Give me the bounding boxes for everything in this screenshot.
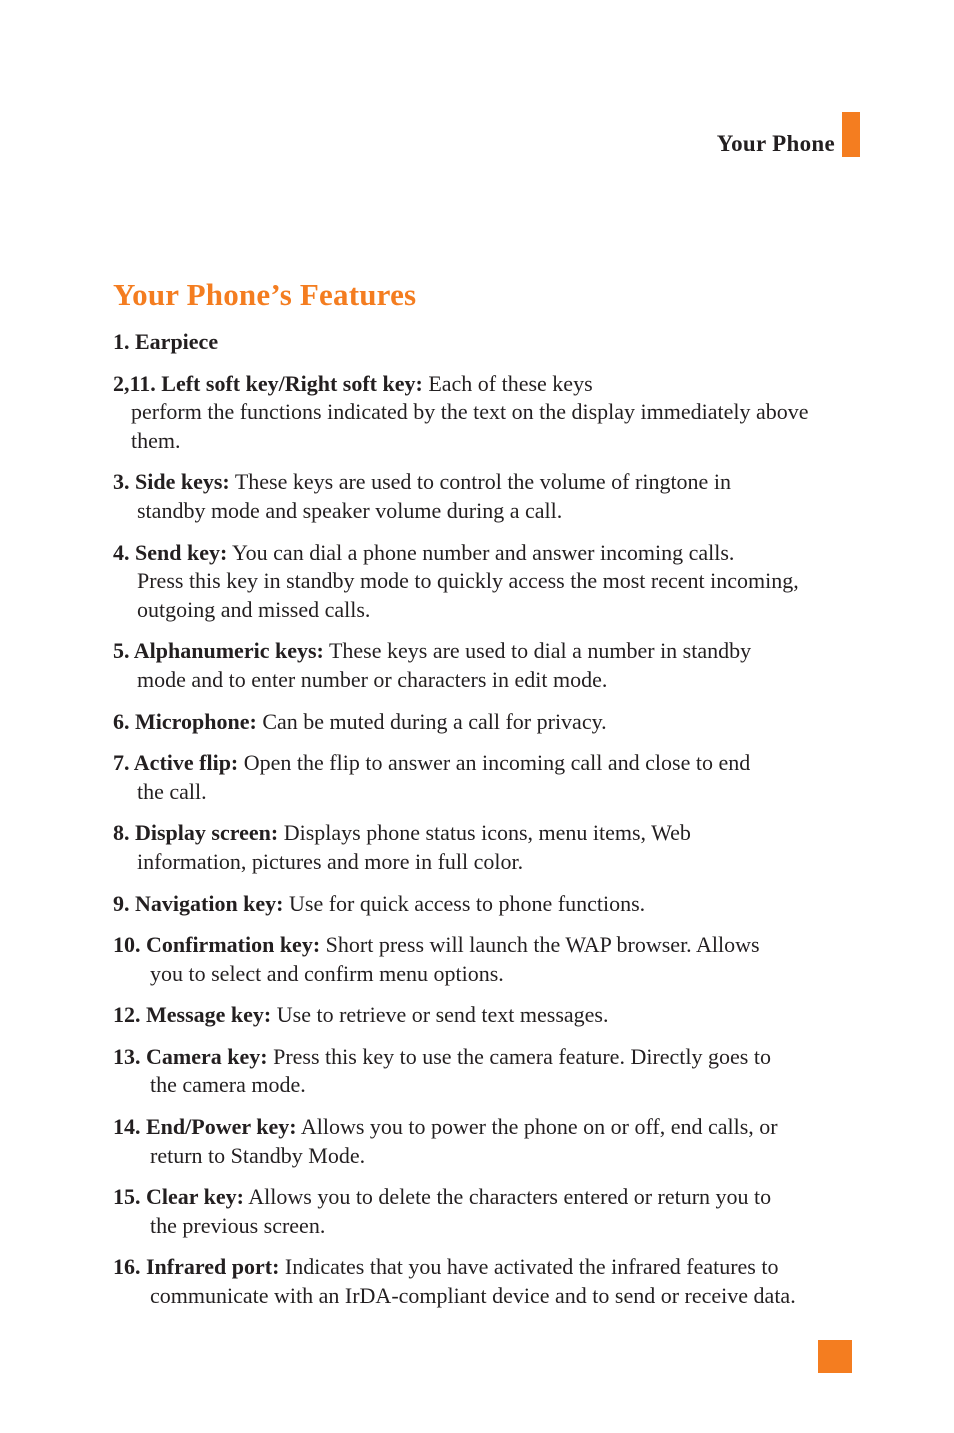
feature-term: 10. Confirmation key: [113,932,321,958]
feature-item-send-key [113,539,863,625]
feature-item-soft-keys [113,370,863,456]
feature-item-infrared-port [113,1253,863,1310]
feature-description: You can dial a phone number and answer incoming calls. [227,539,735,565]
feature-description-continued: the previous screen. [150,1212,326,1238]
feature-description: These keys are used to dial a number in standby [323,638,752,664]
feature-item-earpiece [113,328,863,357]
feature-item-clear-key [113,1183,863,1240]
feature-description-continued: the camera mode. [150,1072,306,1098]
feature-description-continued: information, pictures and more in full color. [137,848,524,874]
feature-description: Short press will launch the WAP browser. Allows [320,932,760,958]
feature-description: Use for quick access to phone functions. [283,890,646,916]
feature-item-navigation-key [113,890,863,919]
feature-item-active-flip [113,749,863,806]
feature-description-continued: you to select and confirm menu options. [150,960,504,986]
feature-description: Open the flip to answer an incoming call and close to end [238,750,751,776]
feature-description: Indicates that you have activated the infrared features to [279,1254,779,1280]
feature-term: 14. End/Power key: [113,1114,297,1140]
feature-item-end-power-key [113,1113,863,1170]
feature-term: 15. Clear key: [113,1184,244,1210]
feature-term: 7. Active flip: [113,750,239,776]
page-corner-marker [818,1340,852,1373]
feature-description: Press this key to use the camera feature. Directly goes to [267,1043,771,1069]
feature-term: 5. Alphanumeric keys: [113,638,324,664]
feature-item-microphone [113,708,863,737]
feature-term: 1. Earpiece [113,329,219,354]
feature-description-continued: communicate with an IrDA-compliant device and to send or receive data. [150,1283,796,1309]
feature-description: Allows you to power the phone on or off, end calls, or [296,1114,778,1140]
feature-description: Allows you to delete the characters entered or return you to [243,1184,772,1210]
feature-description-continued: the call. [137,778,207,804]
page-title: Your Phone’s Features [113,277,417,312]
feature-description: Use to retrieve or send text messages. [271,1002,609,1028]
feature-term: 9. Navigation key: [113,890,284,916]
feature-description-continued: Press this key in standby mode to quickly access the most recent incoming, outgoing and missed calls. [137,568,799,622]
feature-description-continued: return to Standby Mode. [150,1142,366,1168]
feature-description: Each of these keys [422,370,593,396]
feature-term: 6. Microphone: [113,708,257,734]
feature-item-confirmation-key [113,931,863,988]
section-tab-marker [842,112,860,157]
feature-item-camera-key [113,1043,863,1100]
feature-description: These keys are used to control the volume of ringtone in [229,469,731,495]
section-header-label: Your Phone [716,131,835,156]
feature-item-alphanumeric-keys [113,637,863,694]
feature-description-continued: perform the functions indicated by the text on the display immediately above them. [131,399,809,453]
feature-item-side-keys [113,468,863,525]
feature-term: 16. Infrared port: [113,1254,280,1280]
feature-term: 12. Message key: [113,1002,272,1028]
feature-term: 8. Display screen: [113,820,279,846]
feature-term: 4. Send key: [113,539,228,565]
feature-item-message-key [113,1001,863,1030]
feature-description-continued: mode and to enter number or characters in edit mode. [137,666,608,692]
feature-description: Can be muted during a call for privacy. [256,708,607,734]
feature-description: Displays phone status icons, menu items, Web [278,820,691,846]
feature-term: 2,11. Left soft key/Right soft key: [113,370,423,396]
feature-term: 3. Side keys: [113,469,230,495]
feature-term: 13. Camera key: [113,1043,268,1069]
feature-description-continued: standby mode and speaker volume during a call. [137,497,563,523]
feature-list [113,328,863,1324]
feature-item-display-screen [113,819,863,876]
